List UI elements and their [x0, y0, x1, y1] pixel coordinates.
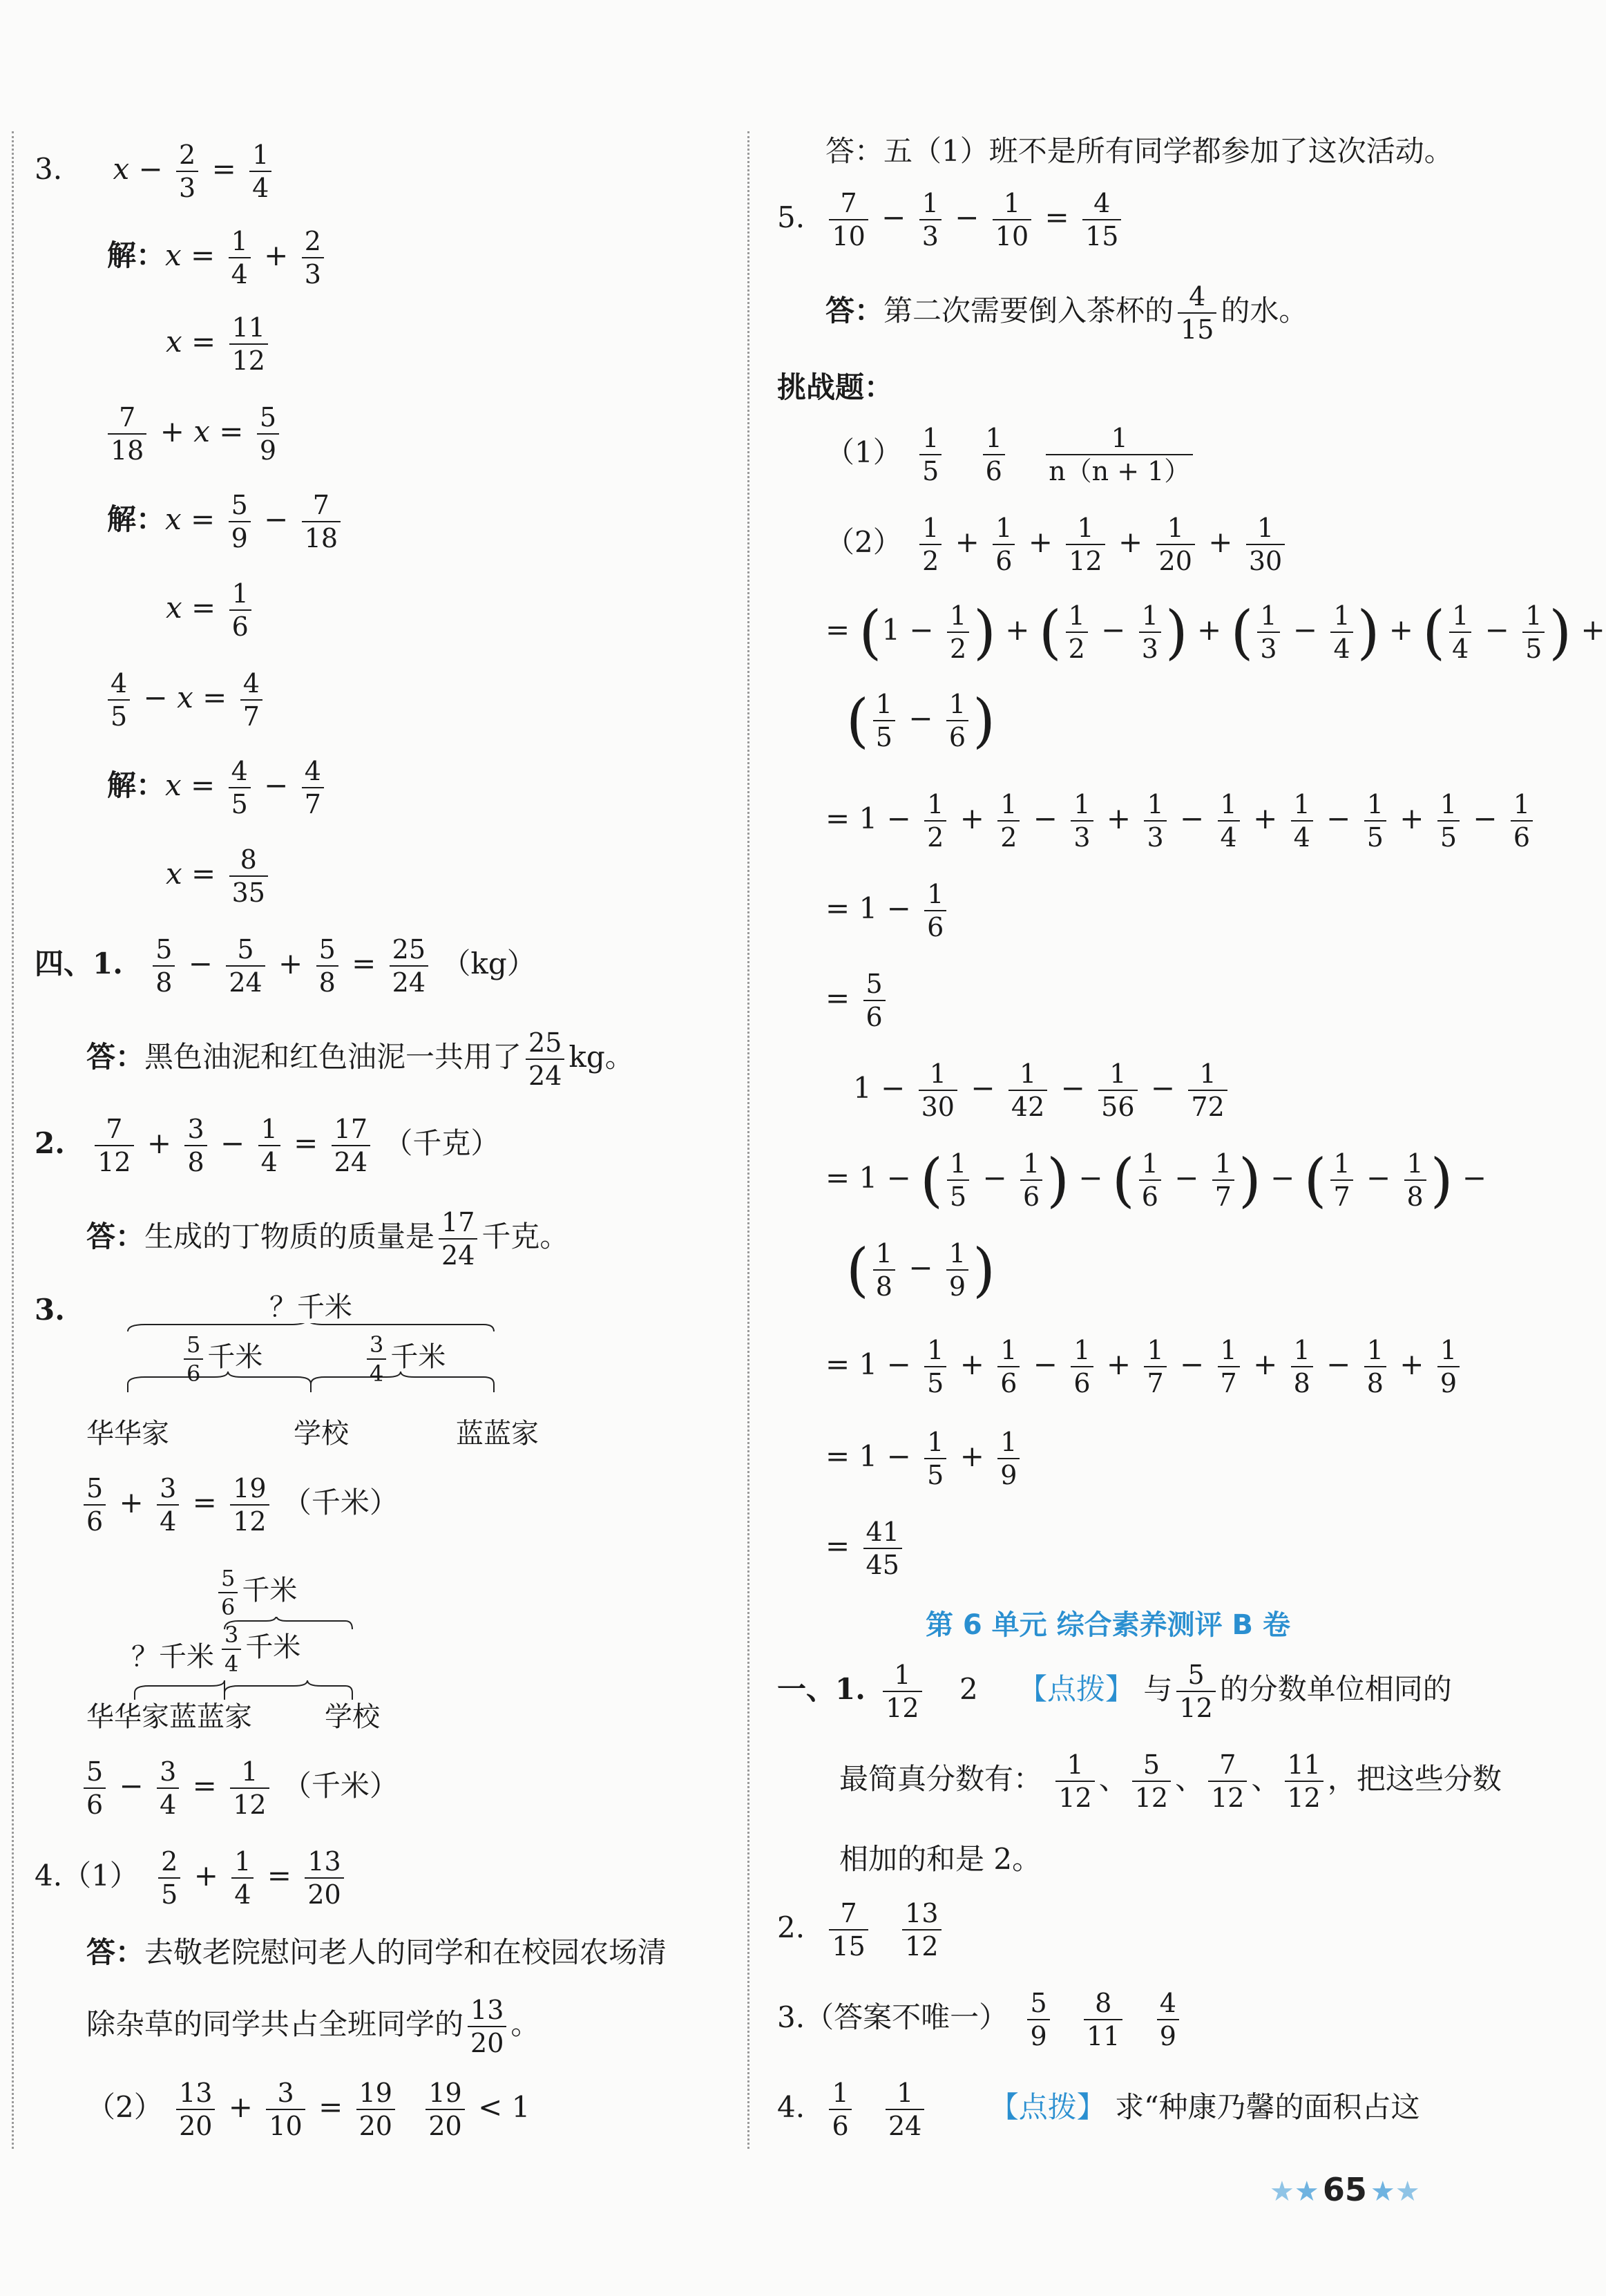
answer-2: 答：生成的丁物质的质量是 $\frac{17}{24}$ 千克。: [86, 1207, 569, 1271]
diagram2-question: ？千米: [131, 1641, 214, 1673]
q3-res3: x = $\frac{8}{35}$: [166, 846, 272, 906]
s4-q4-2: （2） $\frac{13}{20}$ + $\frac{3}{10}$ = $\frac{19}{20}$ $\frac{19}{20}$ < 1: [86, 2078, 530, 2141]
sol-label: 解：: [107, 238, 166, 272]
page-number: ★★ 65 ★★: [1270, 2171, 1420, 2208]
hint-tag: 【点拨】: [1018, 1672, 1135, 1706]
column-divider: [747, 131, 749, 2149]
c2-step1b: ( $\frac{1}{5}$ − $\frac{1}{6}$ ): [846, 687, 995, 755]
c2-step4: = $\frac{5}{6}$: [825, 971, 890, 1030]
diagram2-left: 华华家蓝蓝家: [86, 1701, 252, 1733]
c3-step1b: ( $\frac{1}{8}$ − $\frac{1}{9}$ ): [846, 1236, 995, 1304]
q3-res1: x = $\frac{11}{12}$: [166, 314, 272, 374]
c3-step4: = $\frac{41}{45}$: [825, 1519, 906, 1578]
s1-q2: 2. $\frac{7}{15}$ $\frac{13}{12}$: [777, 1900, 946, 1960]
star-icon: ★: [1370, 2176, 1395, 2208]
star-icon: ★: [1270, 2176, 1294, 2208]
s1-q1-line2: 最简真分数有： $\frac{1}{12}$ 、 $\frac{5}{12}$ 、 $\frac{7}{12}$ 、 $\frac{11}{12}$ ，把这些分数: [839, 1749, 1502, 1813]
challenge-heading: 挑战题：: [777, 370, 894, 404]
q3-eq2: $\frac{7}{18}$ + x = $\frac{5}{9}$: [104, 404, 283, 464]
s4-q3-label: 3.: [35, 1293, 65, 1327]
star-icon: ★: [1395, 2176, 1420, 2208]
s4-q3-eq2: $\frac{5}{6}$ − $\frac{3}{4}$ = $\frac{1}{12}$ （千米）: [79, 1758, 399, 1818]
star-icon: ★: [1294, 2176, 1319, 2208]
diagram2-school: 学校: [325, 1701, 380, 1733]
diagram1-school: 学校: [294, 1418, 349, 1450]
c3-step3: = 1 − $\frac{1}{5}$ + $\frac{1}{9}$: [825, 1429, 1024, 1488]
q3-sol2: 解：x = $\frac{5}{9}$ − $\frac{7}{18}$: [107, 492, 345, 551]
c3-eq: 1 − $\frac{1}{30}$ − $\frac{1}{42}$ − $\frac{1}{56}$ − $\frac{1}{72}$: [853, 1061, 1232, 1120]
q3-eq1: 3. x − $\frac{2}{3}$ = $\frac{1}{4}$: [35, 142, 276, 201]
q3-eq3: $\frac{4}{5}$ − x = $\frac{4}{7}$: [104, 670, 267, 730]
diagram1-lan: 蓝蓝家: [456, 1418, 539, 1450]
c2-step3: = 1 − $\frac{1}{6}$: [825, 881, 950, 940]
s4-q4-1: 4.（1） $\frac{2}{5}$ + $\frac{1}{4}$ = $\frac{13}{20}$: [35, 1848, 348, 1908]
section-title: 第 6 单元 综合素养测评 B 卷: [926, 1609, 1290, 1641]
diagram1-seg1: $\frac{5}{6}$ 千米: [180, 1334, 262, 1385]
s1-q3: 3.（答案不唯一） $\frac{5}{9}$ $\frac{8}{11}$ $\frac{4}{9}$: [777, 1990, 1183, 2049]
diagram1-braces: [117, 1323, 504, 1399]
diagram2-seg: $\frac{3}{4}$ 千米: [218, 1624, 300, 1675]
column-divider-left: [12, 131, 14, 2149]
s4-q2: 2. $\frac{7}{12}$ + $\frac{3}{8}$ − $\frac{1}{4}$ = $\frac{17}{24}$ （千克）: [35, 1114, 500, 1177]
c3-step1: = 1 − ( $\frac{1}{5}$ − $\frac{1}{6}$ ) − ( $\frac{1}{6}$ − $\frac{1}{7}$ ) − ( $\frac{1}{7}$ − $\frac{1}{8}$ ) −: [825, 1146, 1487, 1214]
challenge-2: （2） $\frac{1}{2}$ + $\frac{1}{6}$ + $\frac{1}{12}$ + $\frac{1}{20}$ + $\frac{1}{30}$: [825, 515, 1289, 574]
q5-eq: 5. $\frac{7}{10}$ − $\frac{1}{3}$ − $\frac{1}{10}$ = $\frac{4}{15}$: [777, 190, 1125, 249]
s1-q1-line3: 相加的和是 2。: [839, 1842, 1042, 1876]
c2-step2: = 1 − $\frac{1}{2}$ + $\frac{1}{2}$ − $\frac{1}{3}$ + $\frac{1}{3}$ − $\frac{1}{4}$ + $\frac{1}{4}$ − $\frac{1}{5}$ + $\frac{1}{5}$ − $\frac{1}{6}$: [825, 791, 1537, 851]
diagram2-top: $\frac{5}{6}$ 千米: [214, 1567, 297, 1618]
answer-5: 答：第二次需要倒入茶杯的 $\frac{4}{15}$ 的水。: [825, 281, 1308, 345]
s4-q1: 四、1. $\frac{5}{8}$ − $\frac{5}{24}$ + $\frac{5}{8}$ = $\frac{25}{24}$ （kg）: [35, 934, 536, 998]
diagram1-home: 华华家: [86, 1418, 169, 1450]
q3-sol3: 解：x = $\frac{4}{5}$ − $\frac{4}{7}$: [107, 758, 328, 817]
answer-top: 答：五（1）班不是所有同学都参加了这次活动。: [825, 134, 1453, 168]
answer-4-line2: 除杂草的同学共占全班同学的 $\frac{13}{20}$ 。: [86, 1995, 540, 2058]
c2-step1: = (1 − $\frac{1}{2}$ ) + ( $\frac{1}{2}$ − $\frac{1}{3}$ ) + ( $\frac{1}{3}$ − $\frac{1}{4}$ ) + ( $\frac{1}{4}$ − $\frac{1}{5}$ ) +: [825, 598, 1605, 666]
answer-4-line1: 答：去敬老院慰问老人的同学和在校园农场清: [86, 1935, 667, 1969]
diagram1-top: ？千米: [269, 1291, 352, 1323]
c3-step2: = 1 − $\frac{1}{5}$ + $\frac{1}{6}$ − $\frac{1}{6}$ + $\frac{1}{7}$ − $\frac{1}{7}$ + $\frac{1}{8}$ − $\frac{1}{8}$ + $\frac{1}{9}$: [825, 1337, 1464, 1396]
q3-res2: x = $\frac{1}{6}$: [166, 580, 256, 640]
q-label: 3.: [35, 152, 63, 186]
s1-q1: 一、1. $\frac{1}{12}$ 2 【点拨】 与 $\frac{5}{12}$ 的分数单位相同的: [777, 1660, 1452, 1723]
challenge-1: （1） $\frac{1}{5}$ $\frac{1}{6}$ $\frac{1}{n(n + 1)}$: [825, 425, 1197, 484]
diagram1-seg2: $\frac{3}{4}$ 千米: [363, 1334, 446, 1385]
s4-q3-eq1: $\frac{5}{6}$ + $\frac{3}{4}$ = $\frac{19}{12}$ （千米）: [79, 1475, 399, 1535]
q3-sol1: 解：x = $\frac{1}{4}$ + $\frac{2}{3}$: [107, 228, 328, 287]
s1-q4: 4. $\frac{1}{6}$ $\frac{1}{24}$ 【点拨】 求“种康乃馨的面积占这: [777, 2078, 1420, 2141]
answer-1: 答：黑色油泥和红色油泥一共用了 $\frac{25}{24}$ kg。: [86, 1027, 634, 1091]
